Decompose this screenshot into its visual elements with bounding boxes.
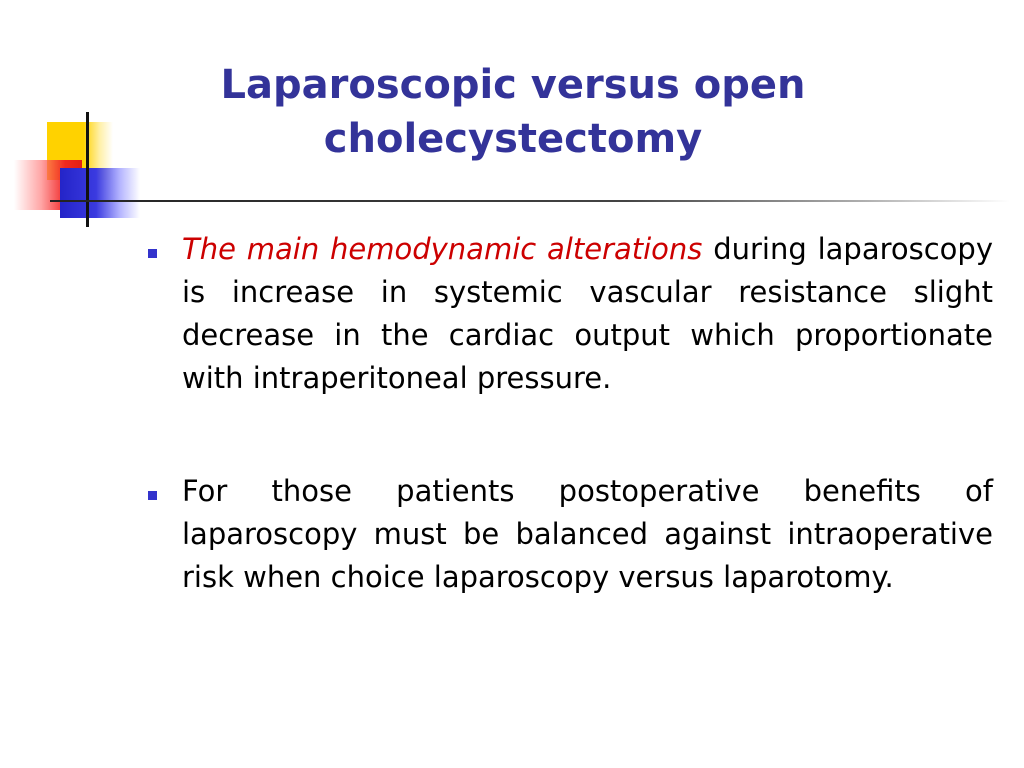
- bullet-square-icon: [148, 249, 157, 258]
- decorative-vertical-line: [86, 112, 89, 227]
- bullet-square-icon: [148, 491, 157, 500]
- slide-title: Laparoscopic versus open cholecystectomy: [220, 62, 806, 162]
- bullet-emphasis-text: The main hemodynamic alterations: [182, 232, 703, 266]
- bullet-item-hemodynamic: [145, 228, 993, 400]
- title-divider-line: [50, 200, 1010, 202]
- decorative-blue-square: [60, 168, 140, 218]
- bullet-item-benefits: [145, 470, 993, 599]
- bullet-list: [145, 228, 993, 599]
- bullet-text: during laparoscopy is increase in systemic vascular resistance slight decrease in the cardiac output which proportionate with intraperitoneal pressure.: [182, 232, 993, 395]
- bullet-text: For those patients postoperative benefits of laparoscopy must be balanced against intraoperative risk when choice laparoscopy versus laparotomy.: [182, 474, 993, 594]
